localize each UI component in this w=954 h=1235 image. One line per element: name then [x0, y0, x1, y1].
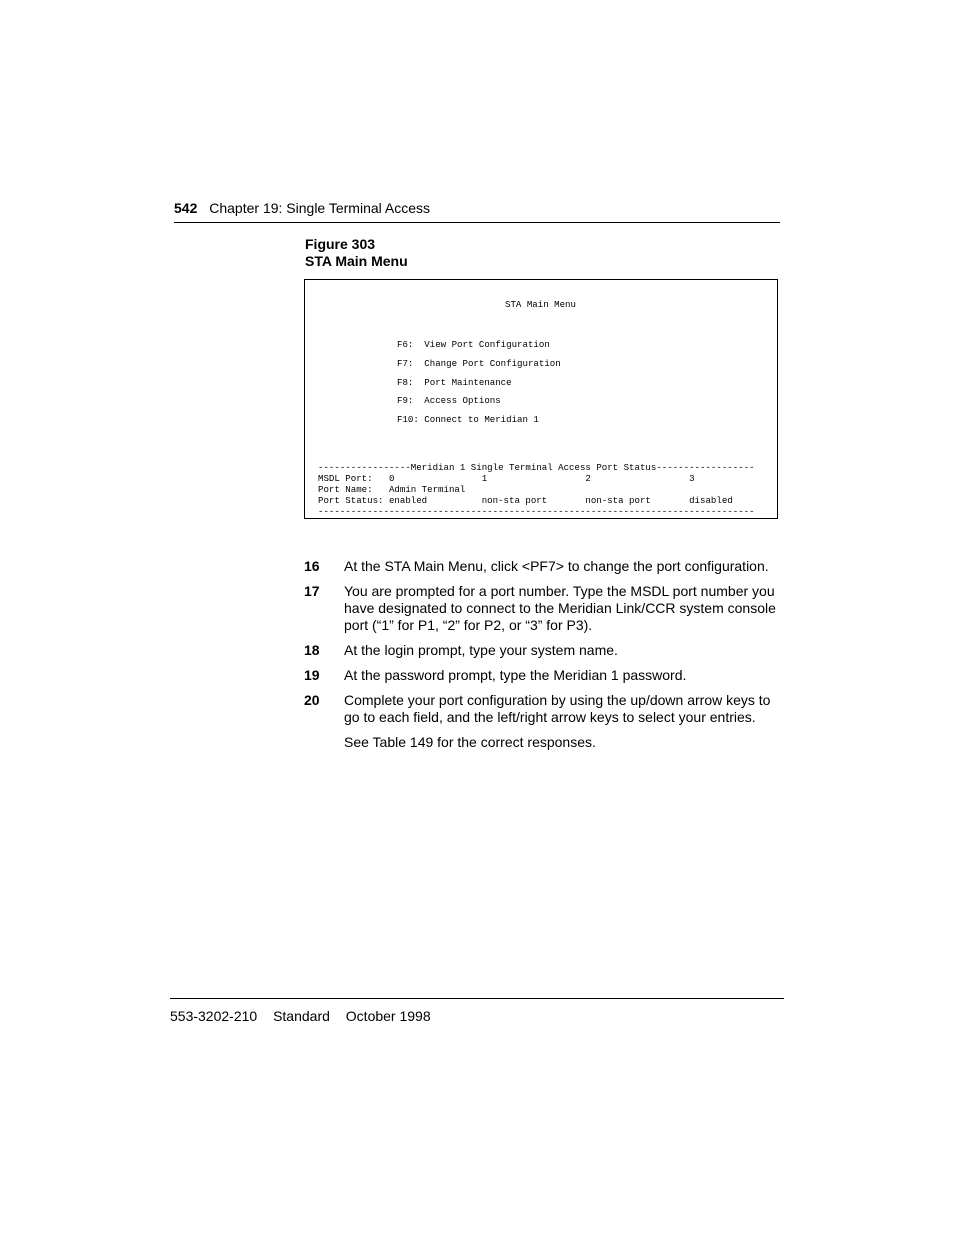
- step-16: [304, 558, 784, 575]
- step-17: [304, 583, 784, 634]
- step-text: Complete your port configuration by using the up/down arrow keys to go to each field, and the left/right arrow keys to select your entries.: [344, 692, 771, 725]
- status-header-line: -----------------Meridian 1 Single Terminal Access Port Status------------------: [318, 462, 755, 473]
- figure-label: Figure 303: [305, 236, 376, 252]
- step-text: At the login prompt, type your system name.: [344, 642, 618, 658]
- chapter-title: Chapter 19: Single Terminal Access: [209, 200, 430, 216]
- step-18: [304, 642, 784, 659]
- doc-date: October 1998: [345, 1008, 431, 1024]
- menu-item-f10: F10: Connect to Meridian 1: [397, 414, 539, 425]
- port-status-row: Port Status: enabled non-sta port non-sta port disabled: [318, 495, 733, 506]
- step-note: See Table 149 for the correct responses.: [344, 734, 596, 750]
- step-number: 17: [304, 583, 320, 599]
- page-footer: [170, 998, 784, 1024]
- page-header: [174, 200, 780, 223]
- msdl-port-row: MSDL Port: 0 1 2 3: [318, 473, 695, 484]
- port-status-block: [318, 462, 755, 517]
- step-text: At the password prompt, type the Meridian 1 password.: [344, 667, 687, 683]
- step-number: 19: [304, 667, 320, 683]
- doc-status: Standard: [273, 1008, 330, 1024]
- status-footer-line: --------------------------------------------------------------------------------: [318, 506, 755, 517]
- step-number: 16: [304, 558, 320, 574]
- menu-item-f6: F6: View Port Configuration: [397, 339, 550, 350]
- step-number: 18: [304, 642, 320, 658]
- doc-number: 553-3202-210: [170, 1008, 258, 1024]
- step-20: [304, 692, 784, 726]
- menu-item-f7: F7: Change Port Configuration: [397, 358, 561, 369]
- figure-title: STA Main Menu: [305, 253, 408, 269]
- step-19: [304, 667, 784, 684]
- terminal-screen: [304, 279, 778, 519]
- menu-item-f8: F8: Port Maintenance: [397, 377, 512, 388]
- page-number: 542: [174, 200, 198, 216]
- port-name-row: Port Name: Admin Terminal: [318, 484, 466, 495]
- terminal-title: STA Main Menu: [505, 299, 576, 310]
- menu-item-f9: F9: Access Options: [397, 395, 501, 406]
- figure-caption: [305, 236, 408, 270]
- procedure-steps: [304, 558, 784, 751]
- step-text: At the STA Main Menu, click <PF7> to change the port configuration.: [344, 558, 769, 574]
- step-text: You are prompted for a port number. Type the MSDL port number you have designated to connect to the Meridian Link/CCR system console port (“1” for P1, “2” for P2, or “3” for P3).: [344, 583, 776, 633]
- step-number: 20: [304, 692, 320, 708]
